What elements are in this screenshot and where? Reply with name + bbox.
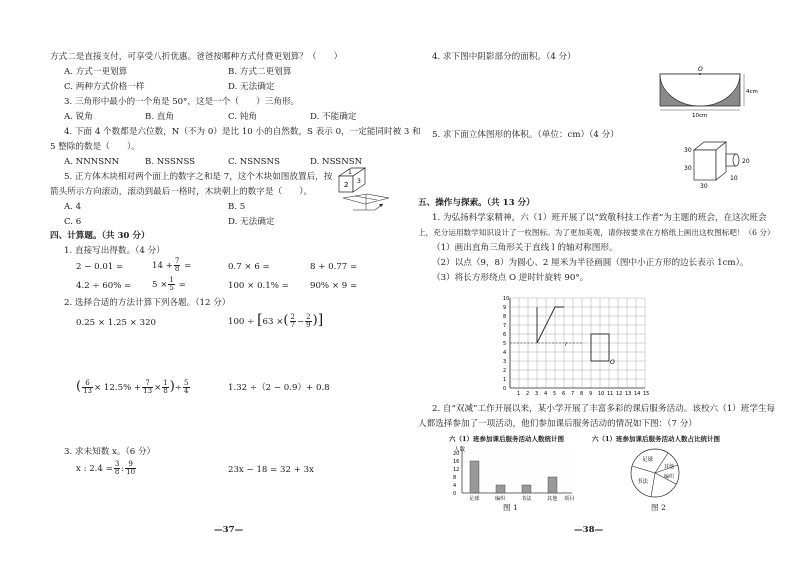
- q3-option-d: D. 不能确定: [310, 112, 357, 122]
- q2-option-b: B. 方式二更划算: [228, 67, 292, 77]
- dim-cylinder-diameter: 20: [742, 158, 750, 165]
- pie-chart-title: 六（1）班参加课后服务活动人数占比统计图: [592, 435, 721, 443]
- bar-2: [522, 485, 531, 493]
- r4-title: 4. 求下图中阴影部分的面积。（4 分）: [432, 52, 576, 62]
- grid-y-ticks: [503, 296, 509, 392]
- bar-y-tick: 16: [453, 459, 460, 465]
- q3-option-b: B. 直角: [145, 112, 174, 122]
- bar-y-tick: 12: [453, 467, 460, 473]
- calc-2-expr-4: 1.32 ÷（2 − 0.9）+ 0.8: [228, 383, 330, 393]
- line-l-label: l: [565, 342, 567, 348]
- cuboid-front: [694, 150, 716, 180]
- grid-y-tick: 2: [503, 368, 507, 374]
- rolling-cube-figure: [335, 166, 393, 216]
- grid-x-tick: 12: [616, 391, 623, 397]
- calc-1-title: 1. 直接写出得数。（4 分）: [64, 246, 165, 256]
- grid-x-tick: 11: [607, 391, 614, 397]
- fraction-1-5: $\frac{1}{5}$: [169, 276, 174, 292]
- section-5-title: 五、操作与探索。（共 13 分）: [418, 198, 535, 208]
- grid-y-tick: 1: [503, 377, 507, 383]
- width-label: 10cm: [692, 113, 708, 118]
- grid-y-tick: 3: [503, 359, 507, 365]
- bar-x-tick: 书法: [521, 496, 532, 502]
- grid-y-tick: 5: [503, 341, 507, 347]
- roll-arrow: [353, 204, 383, 210]
- bar-3: [548, 477, 557, 493]
- calc-1-item-7: 100 × 0.1% =: [228, 281, 289, 291]
- q3-option-c: C. 钝角: [228, 112, 257, 122]
- pie-label-football: 足球: [642, 457, 654, 463]
- grid-y-tick: 8: [503, 314, 507, 320]
- calc-1-item-2: 14 + $\frac{7}{8}$ =: [152, 257, 192, 273]
- calc-2-expr-2: 100 ÷ [63 ×( $\frac{2}{7}$ − $\frac{2}{9}$ )]: [228, 312, 324, 329]
- bar-1: [496, 485, 505, 493]
- grid-x-tick: 14: [634, 391, 641, 397]
- bar-chart-x-ticks: [469, 494, 574, 502]
- grid-x-tick: 9: [589, 391, 593, 397]
- calc-1-item-4: 8 + 0.77 =: [310, 262, 358, 272]
- center-label: O: [698, 66, 703, 73]
- op1-step-2: （2）以点（9，8）为圆心、2 厘米为半径画圆（图中小正方形的边长表示 1cm）。: [432, 258, 749, 268]
- q4-text-line1: 4. 下面 4 个数都是六位数，N（不为 0）是比 10 小的自然数，S 表示 0，一定能同时被 3 和: [64, 127, 421, 137]
- shaded-area-figure: [654, 62, 766, 118]
- q2-option-d: D. 无法确定: [228, 82, 275, 92]
- bar-x-tick: 其他: [547, 496, 558, 502]
- height-label: 4cm: [746, 89, 758, 95]
- grid-y-tick: 10: [503, 296, 510, 302]
- pie-label-other: 其他: [664, 464, 675, 470]
- op1-step-3: （3）将长方形绕点 O 逆时针旋转 90°。: [432, 273, 589, 283]
- q2-option-a: A. 方式一更划算: [64, 67, 128, 77]
- bar-chart-ylabel: 人数: [454, 447, 466, 453]
- q3-option-a: A. 锐角: [64, 112, 93, 122]
- grid-y-tick: 0: [503, 386, 507, 392]
- bar-y-tick: 4: [453, 483, 457, 489]
- cube-front-number: 2: [344, 181, 349, 189]
- grid-y-tick: 7: [503, 323, 507, 329]
- pie-chart: [620, 446, 690, 502]
- q3-text: 3. 三角形中最小的一个角是 50°，这是一个（ ）三角形。: [64, 97, 300, 107]
- fraction-7-8: $\frac{7}{8}$: [174, 257, 180, 273]
- cube-top-number: 1: [348, 169, 352, 176]
- grid-x-tick: 13: [625, 391, 632, 397]
- page-number-left: —37—: [214, 525, 244, 535]
- grid-x-ticks: [517, 391, 649, 397]
- grid-y-tick: 4: [503, 350, 507, 356]
- pie-chart-caption: 图 2: [651, 503, 666, 512]
- pie-label-calligraphy: 书法: [637, 479, 649, 485]
- calc-1-item-8: 90% × 9 =: [310, 281, 358, 291]
- point-o-label: O: [610, 359, 615, 366]
- grid-x-tick: 6: [562, 391, 566, 397]
- grid-x-tick: 7: [571, 391, 575, 397]
- op1-text-line1: 1. 为弘扬科学家精神，六（1）班开展了以“致敬科技工作者”为主题的班会，在这次班会: [432, 213, 767, 223]
- cube-side-number: 3: [357, 178, 361, 185]
- calc-2-expr-1: 0.25 × 1.25 × 320: [76, 318, 156, 328]
- bar-x-axis-label: 项目: [564, 496, 575, 502]
- q5-option-a: A. 4: [64, 202, 82, 212]
- center-point: [699, 73, 701, 75]
- q4-option-b: B. NSSNSS: [145, 157, 196, 167]
- dim-left: 30: [684, 165, 692, 172]
- bar-y-tick: 8: [453, 475, 457, 481]
- bar-0: [470, 461, 479, 493]
- grid-x-tick: 1: [517, 391, 521, 397]
- q4-text-line2: 5 整除的数是（ ）。: [50, 142, 140, 152]
- coordinate-grid: [502, 286, 672, 398]
- calc-3-title: 3. 求未知数 x。（6 分）: [64, 447, 156, 457]
- grid-x-tick: 2: [526, 391, 530, 397]
- dim-top-left: 30: [684, 147, 692, 154]
- page-number-right: —38—: [574, 525, 604, 535]
- dim-bottom: 30: [700, 183, 708, 190]
- calc-2-expr-3: ( $\frac{6}{13}$ × 12.5% + $\frac{7}{13}$ × $\frac{1}{8}$ )÷ $\frac{5}{4}$: [76, 379, 189, 395]
- calc-1-item-6: 5 × $\frac{1}{5}$ =: [152, 276, 186, 292]
- cylinder-end: [733, 154, 739, 166]
- r5-title: 5. 求下面立体图形的体积。（单位：cm）（4 分）: [432, 130, 619, 140]
- op1-text-line2: 上，充分运用数学知识设计了一枚图标。为了更加美观，请你按要求在方格纸上画出这枚图标吧！（6 分）: [418, 228, 775, 237]
- calc-3-expr-1: x : 2.4 = $\frac{3}{8}$ : $\frac{9}{10}$: [76, 460, 136, 476]
- bar-chart-title: 六（1）班参加课后服务活动人数统计图: [449, 435, 565, 443]
- q5-text-line2: 箭头所示方向滚动，滚动到最后一格时，木块朝上的数字是（ ）。: [50, 187, 313, 197]
- grid-x-tick: 10: [598, 391, 605, 397]
- pie-label-weaving: 编织: [664, 474, 675, 480]
- q2-text: 方式二是直接支付，可享受八折优惠。爸爸按哪种方式付费更划算？（ ）: [50, 52, 343, 62]
- q4-option-d: D. NSSNSN: [310, 157, 363, 167]
- q5-option-c: C. 6: [64, 217, 82, 227]
- calc-3-expr-2: 23x − 18 = 32 + 3x: [228, 465, 314, 475]
- grid-x-tick: 8: [580, 391, 584, 397]
- grid-x-tick: 15: [643, 391, 650, 397]
- q2-option-c: C. 两种方式价格一样: [64, 82, 145, 92]
- op2-text-line2: 人都选择参加了一项活动，他们参加课后服务活动的情况如下图：（7 分）: [418, 419, 697, 429]
- calc-1-item-5: 4.2 ÷ 60% =: [76, 281, 132, 291]
- bar-y-tick: 20: [453, 451, 460, 457]
- grid-x-tick: 5: [553, 391, 557, 397]
- op1-step-1: （1）画出直角三角形关于直线 l 的轴对称图形。: [432, 243, 618, 253]
- grid-y-tick: 6: [503, 332, 507, 338]
- q5-option-b: B. 5: [228, 202, 246, 212]
- dim-cylinder-length: 10: [730, 175, 738, 182]
- bar-chart-caption: 图 1: [503, 503, 518, 512]
- bar-x-tick: 足球: [469, 496, 480, 502]
- q5-option-d: D. 无法确定: [228, 217, 275, 227]
- calc-1-item-1: 2 − 0.01 =: [76, 262, 124, 272]
- op2-text-line1: 2. 自“双减”工作开展以来，某小学开展了丰富多彩的课后服务活动。该校六（1）班学生每: [432, 404, 776, 414]
- q4-option-a: A. NNNSNN: [64, 157, 120, 167]
- grid-x-tick: 3: [535, 391, 539, 397]
- calc-2-title: 2. 选择合适的方法计算下列各题。（12 分）: [64, 298, 231, 308]
- bar-x-tick: 编织: [495, 496, 506, 502]
- section-4-title: 四、计算题。（共 30 分）: [50, 231, 150, 241]
- calc-1-item-3: 0.7 × 6 =: [228, 262, 270, 272]
- grid-x-tick: 4: [544, 391, 548, 397]
- bar-chart-bars: [470, 461, 557, 493]
- q4-option-c: C. NSNSNS: [228, 157, 280, 167]
- solid-figure: [684, 138, 754, 190]
- grid-y-tick: 9: [503, 305, 507, 311]
- q5-text-line1: 5. 正方体木块相对两个面上的数字之和是 7，这个木块如图放置后，按: [64, 172, 333, 182]
- bar-y-tick: 0: [453, 491, 457, 497]
